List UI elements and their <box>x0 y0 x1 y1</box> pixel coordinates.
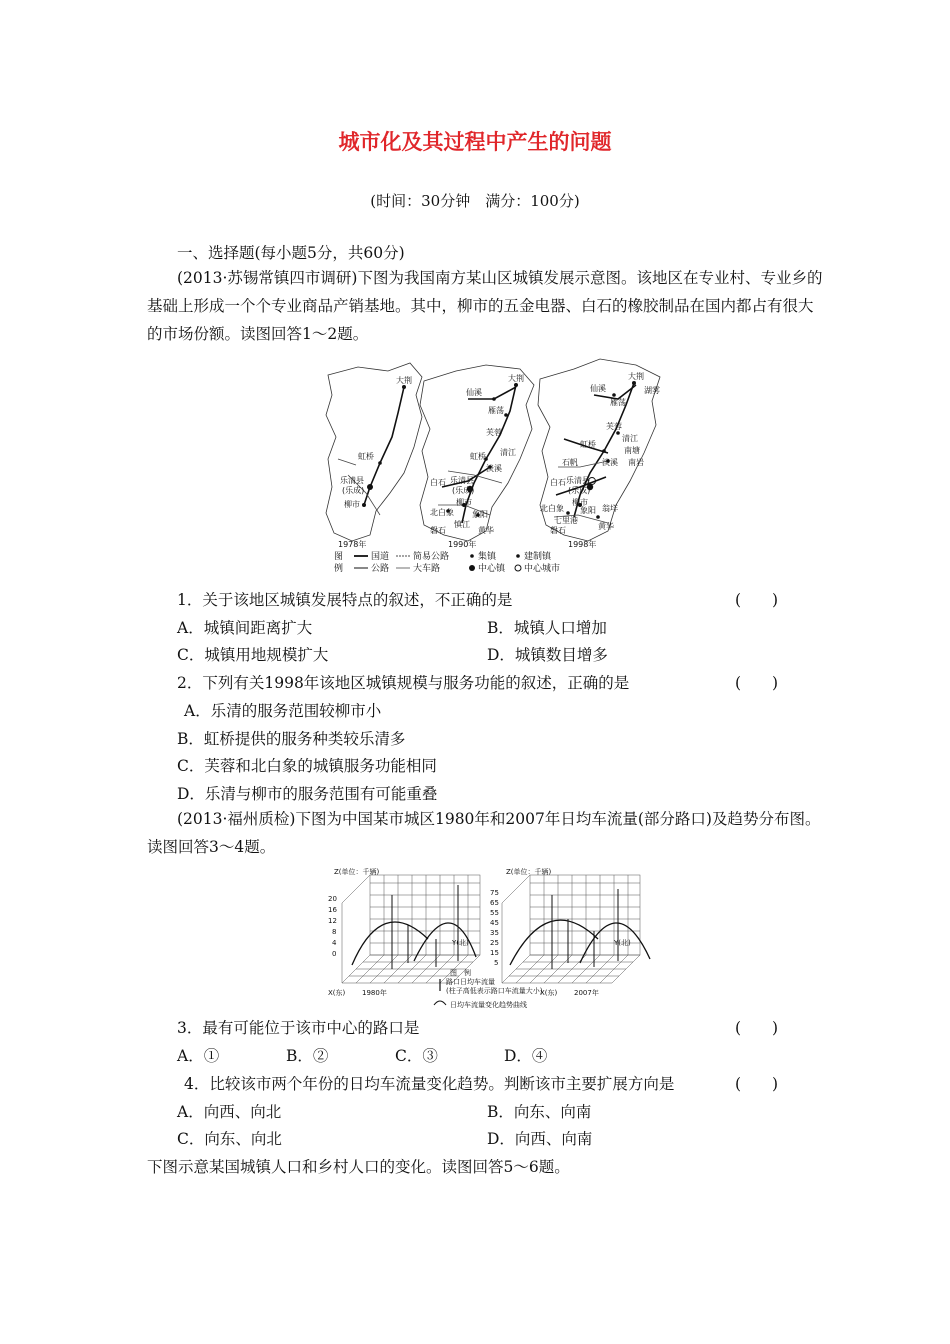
intro-paragraph-3: 下图示意某国城镇人口和乡村人口的变化。读图回答5～6题。 <box>147 1158 570 1176</box>
option-d[interactable]: D．④ <box>504 1047 548 1065</box>
map-label: 象阳 <box>580 506 596 515</box>
map-label: 淡溪 <box>486 464 502 473</box>
map-label: 南塘 <box>624 446 640 455</box>
y-axis-label: Y(北) <box>614 939 631 947</box>
map-label: 芙蓉 <box>486 428 502 437</box>
map-label: 柳市 <box>572 498 588 507</box>
map-label: (乐成) <box>568 486 591 495</box>
svg-text:国道: 国道 <box>371 552 390 562</box>
year-label: 2007年 <box>574 989 599 997</box>
z-tick: 45 <box>490 919 499 927</box>
map-label: 大荆 <box>628 372 644 381</box>
svg-text:例: 例 <box>334 564 344 574</box>
map-year-label: 1990年 <box>448 540 477 549</box>
map-label: 黄华 <box>598 522 614 531</box>
map-label: 白石 <box>430 478 446 487</box>
map-label: 湖雾 <box>644 386 660 395</box>
option-c[interactable]: C．向东、向北 <box>177 1130 282 1148</box>
z-axis-label: Z(单位：千辆) <box>334 868 380 876</box>
option-b[interactable]: B．虹桥提供的服务种类较乐清多 <box>177 730 406 748</box>
map-label: 雁荡 <box>488 406 504 415</box>
z-tick: 35 <box>490 929 499 937</box>
option-c[interactable]: C．城镇用地规模扩大 <box>177 646 329 664</box>
map-label: 北白象 <box>540 504 564 513</box>
map-year-label: 1978年 <box>338 540 367 549</box>
svg-text:大车路: 大车路 <box>413 564 441 574</box>
option-a[interactable]: A．城镇间距离扩大 <box>177 619 313 637</box>
map-label: 清江 <box>622 434 638 443</box>
option-d[interactable]: D．乐清与柳市的服务范围有可能重叠 <box>177 785 438 803</box>
legend-title: 图 例 <box>450 969 471 977</box>
option-b[interactable]: B．② <box>286 1047 329 1065</box>
map-label: 黄华 <box>478 526 494 535</box>
legend-item: 日均车流量变化趋势曲线 <box>450 1001 527 1009</box>
svg-text:简易公路: 简易公路 <box>413 552 450 562</box>
option-b[interactable]: B．向东、向南 <box>487 1103 592 1121</box>
map-legend <box>334 550 560 574</box>
svg-text:中心镇: 中心镇 <box>478 564 506 574</box>
map-label: 乐清县 <box>450 476 474 485</box>
z-tick: 8 <box>332 928 337 936</box>
svg-text:公路: 公路 <box>371 564 390 574</box>
map-label: 虹桥 <box>470 452 486 461</box>
map-label: 七里港 <box>554 516 578 525</box>
map-label: 白石 <box>550 478 566 487</box>
map-label: 大荆 <box>508 374 524 383</box>
map-label: 翁垟 <box>602 504 618 513</box>
legend-item: 路口日均车流量 <box>446 978 495 986</box>
map-label: 柳市 <box>344 500 360 509</box>
map-label: 磐石 <box>550 526 566 535</box>
answer-blank[interactable]: ( ) <box>735 591 779 609</box>
map-label: 芙蓉 <box>606 422 622 431</box>
section-heading: 一、选择题(每小题5分，共60分) <box>177 244 405 262</box>
svg-text:集镇: 集镇 <box>478 552 497 562</box>
map-label: 南岩 <box>628 458 644 467</box>
map-label: 仙溪 <box>466 388 482 397</box>
question-3-stem: 3．最有可能位于该市中心的路口是 <box>177 1019 420 1037</box>
region-outline-1978 <box>326 363 422 541</box>
z-tick: 75 <box>490 889 499 897</box>
map-label: (乐成) <box>452 486 475 495</box>
answer-blank[interactable]: ( ) <box>735 674 779 692</box>
option-a[interactable]: A．① <box>177 1047 220 1065</box>
question-4-stem: 4．比较该市两个年份的日均车流量变化趋势。判断该市主要扩展方向是 <box>184 1075 675 1093</box>
map-year-label: 1998年 <box>568 540 597 549</box>
z-tick: 12 <box>328 917 337 925</box>
legend-item: (柱子高低表示路口车流量大小) <box>446 987 543 995</box>
z-tick: 15 <box>490 949 499 957</box>
map-label: 北白象 <box>430 508 454 517</box>
option-a[interactable]: A．向西、向北 <box>177 1103 282 1121</box>
map-label: 仙溪 <box>590 384 606 393</box>
map-label: 乐清县 <box>566 476 590 485</box>
time-score-info: (时间：30分钟 满分：100分) <box>370 192 580 210</box>
map-label: 虹桥 <box>358 452 374 461</box>
z-tick: 0 <box>332 950 337 958</box>
z-tick: 5 <box>494 959 499 967</box>
trend-curve-2007-a <box>510 920 598 965</box>
option-b[interactable]: B．城镇人口增加 <box>487 619 607 637</box>
option-a[interactable]: A．乐清的服务范围较柳市小 <box>184 702 382 720</box>
z-tick: 25 <box>490 939 499 947</box>
map-label: 虹桥 <box>580 440 596 449</box>
map-label: 淡溪 <box>602 458 618 467</box>
answer-blank[interactable]: ( ) <box>735 1019 779 1037</box>
map-label: 柳市 <box>456 498 472 507</box>
map-label: 石帆 <box>562 458 578 467</box>
z-tick: 4 <box>332 939 337 947</box>
z-tick: 16 <box>328 906 337 914</box>
map-label: 慎江 <box>454 520 470 529</box>
map-label: 乐清县 <box>340 476 364 485</box>
z-tick: 55 <box>490 909 499 917</box>
town-development-map-figure <box>318 355 670 577</box>
x-axis-label: X(东) <box>540 989 558 997</box>
page-title: 城市化及其过程中产生的问题 <box>338 129 612 154</box>
trend-curve-1980-a <box>352 922 428 965</box>
map-label: 大荆 <box>396 376 412 385</box>
z-axis-label: Z(单位：千辆) <box>506 868 552 876</box>
question-1-stem: 1．关于该地区城镇发展特点的叙述，不正确的是 <box>177 591 513 609</box>
y-axis-label: Y(北) <box>452 939 469 947</box>
option-d[interactable]: D．城镇数目增多 <box>487 646 608 664</box>
svg-text:中心城市: 中心城市 <box>524 564 561 574</box>
map-label: (乐成) <box>342 486 365 495</box>
svg-text:图: 图 <box>334 552 344 562</box>
x-axis-label: X(东) <box>328 989 346 997</box>
question-2-stem: 2．下列有关1998年该地区城镇规模与服务功能的叙述，正确的是 <box>177 674 630 692</box>
year-label: 1980年 <box>362 989 387 997</box>
traffic-flow-figure <box>318 865 668 1013</box>
z-tick: 20 <box>328 895 337 903</box>
option-d[interactable]: D．向西、向南 <box>487 1130 593 1148</box>
answer-blank[interactable]: ( ) <box>735 1075 779 1093</box>
option-c[interactable]: C．③ <box>395 1047 438 1065</box>
map-label: 磐石 <box>430 526 446 535</box>
option-c[interactable]: C．芙蓉和北白象的城镇服务功能相同 <box>177 757 437 775</box>
svg-text:建制镇: 建制镇 <box>524 552 552 562</box>
intro-paragraph-1: (2013·苏锡常镇四市调研)下图为我国南方某山区城镇发展示意图。该地区在专业村、专业乡的基础上形成一个个专业商品产销基地。其中，柳市的五金电器、白石的橡胶制品在国内都占有很大的市场份额。读图回答1～2题。 <box>147 269 823 343</box>
map-label: 雁荡 <box>610 398 626 407</box>
z-tick: 65 <box>490 899 499 907</box>
map-label: 象阳 <box>472 510 488 519</box>
intro-paragraph-2: (2013·福州质检)下图为中国某市城区1980年和2007年日均车流量(部分路口)及趋势分布图。读图回答3～4题。 <box>147 810 821 856</box>
map-label: 清江 <box>500 448 516 457</box>
